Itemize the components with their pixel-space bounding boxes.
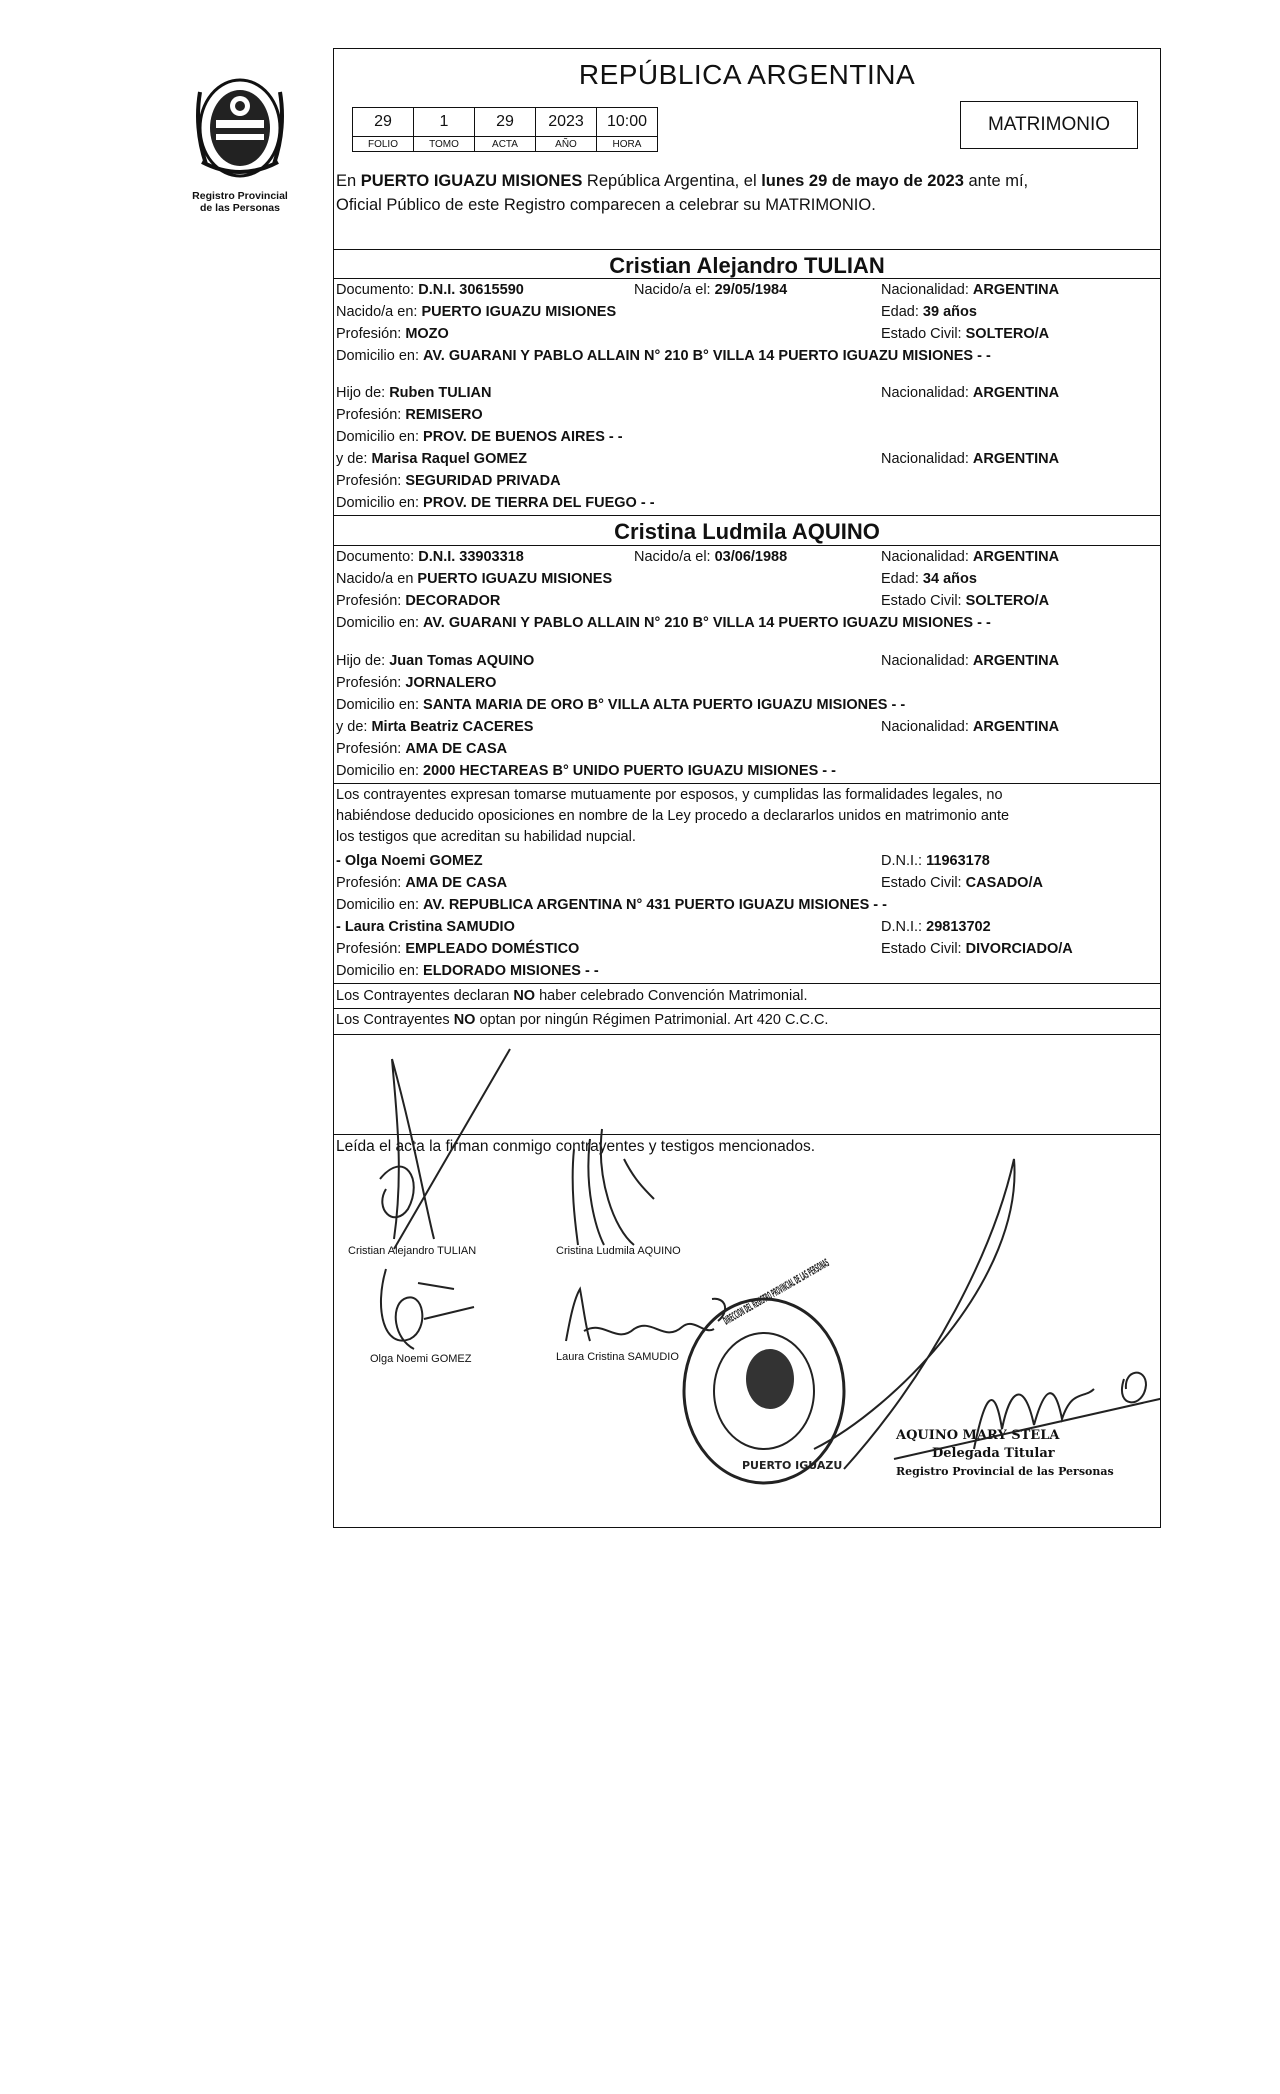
act-type-box: MATRIMONIO [960, 101, 1138, 149]
folio-value: 29 [353, 108, 414, 137]
divider [334, 1008, 1160, 1009]
witness2-address: Domicilio en: ELDORADO MISIONES - - [336, 963, 599, 979]
spouse1-mother-address: Domicilio en: PROV. DE TIERRA DEL FUEGO - - [336, 495, 655, 511]
folio-label: FOLIO [353, 137, 414, 152]
signature-statement: Leída el acta la firman conmigo contrayentes y testigos mencionados. [336, 1138, 816, 1155]
divider [334, 249, 1160, 250]
spouse2-mother-address: Domicilio en: 2000 HECTAREAS B° UNIDO PUERTO IGUAZU MISIONES - - [336, 763, 836, 779]
spouse2-name: Cristina Ludmila AQUINO [614, 519, 880, 544]
signature-label-spouse1: Cristian Alejandro TULIAN [348, 1245, 477, 1257]
coat-of-arms-icon [192, 72, 288, 184]
anio-value: 2023 [536, 108, 597, 137]
spouse2-father-address: Domicilio en: SANTA MARIA DE ORO B° VILLA ALTA PUERTO IGUAZU MISIONES - - [336, 697, 906, 713]
witness2-name: - Laura Cristina SAMUDIO D.N.I.: 29813702 [336, 919, 991, 935]
spouse2-father-profession: Profesión: JORNALERO [336, 675, 497, 691]
spouse1-father: Hijo de: Ruben TULIAN Nacionalidad: ARGENTINA [336, 385, 1060, 401]
spouse2-mother-profession: Profesión: AMA DE CASA [336, 741, 508, 757]
witness2-profession: Profesión: EMPLEADO DOMÉSTICO Estado Civil: DIVORCIADO/A [336, 941, 1073, 957]
convention-line1: Los Contrayentes declaran NO haber celebrado Convención Matrimonial. [336, 988, 808, 1004]
spouse1-name: Cristian Alejandro TULIAN [609, 253, 885, 278]
spouse2-row-profession: Profesión: DECORADOR Estado Civil: SOLTERO/A [336, 593, 1050, 609]
seal-bottom-text: PUERTO IGUAZU [742, 1459, 843, 1472]
acta-value: 29 [475, 108, 536, 137]
spouse1-row-profession: Profesión: MOZO Estado Civil: SOLTERO/A [336, 326, 1050, 342]
marriage-certificate [333, 48, 1161, 1528]
anio-label: AÑO [536, 137, 597, 152]
divider [334, 983, 1160, 984]
official-signature-block [896, 1427, 1114, 1481]
spouse1-father-address: Domicilio en: PROV. DE BUENOS AIRES - - [336, 429, 623, 445]
spouse1-row-doc: Documento: D.N.I. 30615590 Nacido/a el: 29/05/1984 Nacionalidad: ARGENTINA [336, 282, 1060, 298]
official-name: AQUINO MARY STELA [896, 1428, 1060, 1443]
signature-label-witness2: Laura Cristina SAMUDIO [556, 1351, 679, 1363]
official-role: Delegada Titular [932, 1446, 1055, 1461]
convention-line2: Los Contrayentes NO optan por ningún Régimen Patrimonial. Art 420 C.C.C. [336, 1012, 829, 1028]
seal-text: DIRECCION DEL REGISTRO PROVINCIAL DE LAS PERSONAS [721, 1136, 1039, 1328]
hora-value: 10:00 [597, 108, 658, 137]
witness1-name: - Olga Noemi GOMEZ D.N.I.: 11963178 [336, 853, 990, 869]
signature-official [814, 1159, 1160, 1469]
document-title: REPÚBLICA ARGENTINA [578, 59, 916, 90]
witness1-address: Domicilio en: AV. REPUBLICA ARGENTINA N° 431 PUERTO IGUAZU MISIONES - - [336, 897, 887, 913]
spouse2-row-doc: Documento: D.N.I. 33903318 Nacido/a el: 03/06/1988 Nacionalidad: ARGENTINA [336, 549, 1060, 565]
spouse1-father-profession: Profesión: REMISERO [336, 407, 483, 423]
signature-witness2 [566, 1289, 725, 1341]
witness1-profession: Profesión: AMA DE CASA Estado Civil: CASADO/A [336, 875, 1043, 891]
divider [334, 545, 1160, 546]
logo-caption: Registro Provincial de las Personas [192, 190, 288, 214]
divider [334, 1134, 1160, 1135]
divider [334, 783, 1160, 784]
tomo-value: 1 [414, 108, 475, 137]
official-org: Registro Provincial de las Personas [896, 1465, 1114, 1478]
divider [334, 1034, 1160, 1035]
spouse2-mother: y de: Mirta Beatriz CACERES Nacionalidad: ARGENTINA [336, 719, 1060, 735]
tomo-label: TOMO [414, 137, 475, 152]
hora-label: HORA [597, 137, 658, 152]
acta-label: ACTA [475, 137, 536, 152]
spouse1-row-address: Domicilio en: AV. GUARANI Y PABLO ALLAIN N° 210 B° VILLA 14 PUERTO IGUAZU MISIONES - - [336, 348, 991, 364]
divider [334, 515, 1160, 516]
signature-label-witness1: Olga Noemi GOMEZ [370, 1353, 472, 1365]
spouse2-father: Hijo de: Juan Tomas AQUINO Nacionalidad: ARGENTINA [336, 653, 1060, 669]
intro-text: En PUERTO IGUAZU MISIONES República Argentina, el lunes 29 de mayo de 2023 ante mí, Oficial Público de este Registro comparecen a celebrar su MATRIMONIO. [336, 172, 1029, 214]
registry-logo [180, 72, 300, 214]
declaration-text: Los contrayentes expresan tomarse mutuamente por esposos, y cumplidas las formalidades legales, no habiéndose deducido oposiciones en nombre de la Ley procedo a declararlos unidos en matrimonio ante los testigos que acreditan su habilidad nupcial. [336, 787, 1010, 845]
signature-witness1 [381, 1269, 474, 1349]
registry-data-table [352, 107, 658, 152]
official-seal [684, 1299, 844, 1483]
spouse2-row-address: Domicilio en: AV. GUARANI Y PABLO ALLAIN N° 210 B° VILLA 14 PUERTO IGUAZU MISIONES - - [336, 615, 991, 631]
spouse1-row-birthplace: Nacido/a en: PUERTO IGUAZU MISIONES Edad: 39 años [336, 304, 977, 320]
signature-label-spouse2: Cristina Ludmila AQUINO [556, 1245, 681, 1257]
spouse2-row-birthplace: Nacido/a en PUERTO IGUAZU MISIONES Edad: 34 años [336, 571, 977, 587]
spouse1-mother: y de: Marisa Raquel GOMEZ Nacionalidad: ARGENTINA [336, 451, 1060, 467]
spouse1-mother-profession: Profesión: SEGURIDAD PRIVADA [336, 473, 561, 489]
